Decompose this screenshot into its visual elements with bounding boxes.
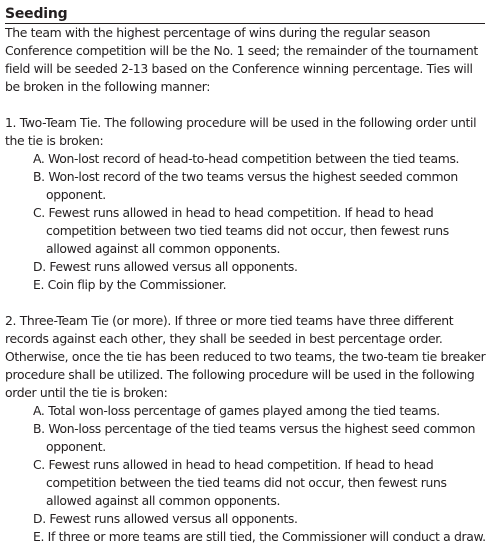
three-team-list: [5, 402, 489, 546]
paragraph-spacer: [5, 96, 489, 114]
item-letter: E.: [33, 529, 45, 544]
three-team-item-a: [5, 402, 489, 420]
three-team-item-c: [5, 456, 489, 510]
two-team-item-d: [5, 258, 489, 276]
item-letter: A.: [33, 403, 45, 418]
item-letter: C.: [33, 457, 45, 472]
two-team-list: [5, 150, 489, 294]
item-letter: C.: [33, 205, 45, 220]
item-letter: D.: [33, 259, 46, 274]
document: [5, 6, 489, 546]
item-text: If three or more teams are still tied, the Commissioner will conduct a draw.: [47, 529, 486, 544]
three-team-item-e: [5, 528, 489, 546]
three-team-item-b: [5, 420, 489, 456]
item-text: Fewest runs allowed versus all opponents.: [49, 259, 298, 274]
item-text: Coin flip by the Commissioner.: [47, 277, 227, 292]
three-team-item-d: [5, 510, 489, 528]
item-letter: B.: [33, 169, 45, 184]
item-text: Fewest runs allowed versus all opponents.: [49, 511, 298, 526]
two-team-item-e: [5, 276, 489, 294]
item-text: Won-lost record of the two teams versus the highest seeded common opponent.: [46, 169, 458, 202]
paragraph-spacer: [5, 294, 489, 312]
item-letter: A.: [33, 151, 45, 166]
intro-paragraph: The team with the highest percentage of wins during the regular season Conference competition will be the No. 1 seed; the remainder of the tournament field will be seeded 2-13 based on the Conference winning percentage. Ties will be broken in the following manner:: [5, 25, 478, 94]
two-team-heading: 1. Two-Team Tie. The following procedure will be used in the following order until the tie is broken:: [5, 115, 477, 148]
three-team-heading: 2. Three-Team Tie (or more). If three or more tied teams have three different records against each other, they shall be seeded in best percentage order. Otherwise, once the tie has been reduced to two teams, the two-team tie breaker procedure shall be utilized. The following procedure will be used in the following order until the tie is broken:: [5, 313, 486, 400]
item-text: Won-lost record of head-to-head competition between the tied teams.: [48, 151, 460, 166]
item-text: Fewest runs allowed in head to head competition. If head to head competition between the tied teams did not occur, then fewest runs allowed against all common opponents.: [46, 457, 447, 508]
item-text: Won-loss percentage of the tied teams versus the highest seed common opponent.: [46, 421, 476, 454]
item-letter: D.: [33, 511, 46, 526]
two-team-item-c: [5, 204, 489, 258]
section-title: Seeding: [5, 6, 68, 22]
item-text: Total won-loss percentage of games played among the tied teams.: [48, 403, 440, 418]
item-letter: B.: [33, 421, 45, 436]
two-team-item-a: [5, 150, 489, 168]
two-team-item-b: [5, 168, 489, 204]
item-text: Fewest runs allowed in head to head competition. If head to head competition between two tied teams did not occur, then fewest runs allowed against all common opponents.: [46, 205, 449, 256]
item-letter: E.: [33, 277, 45, 292]
